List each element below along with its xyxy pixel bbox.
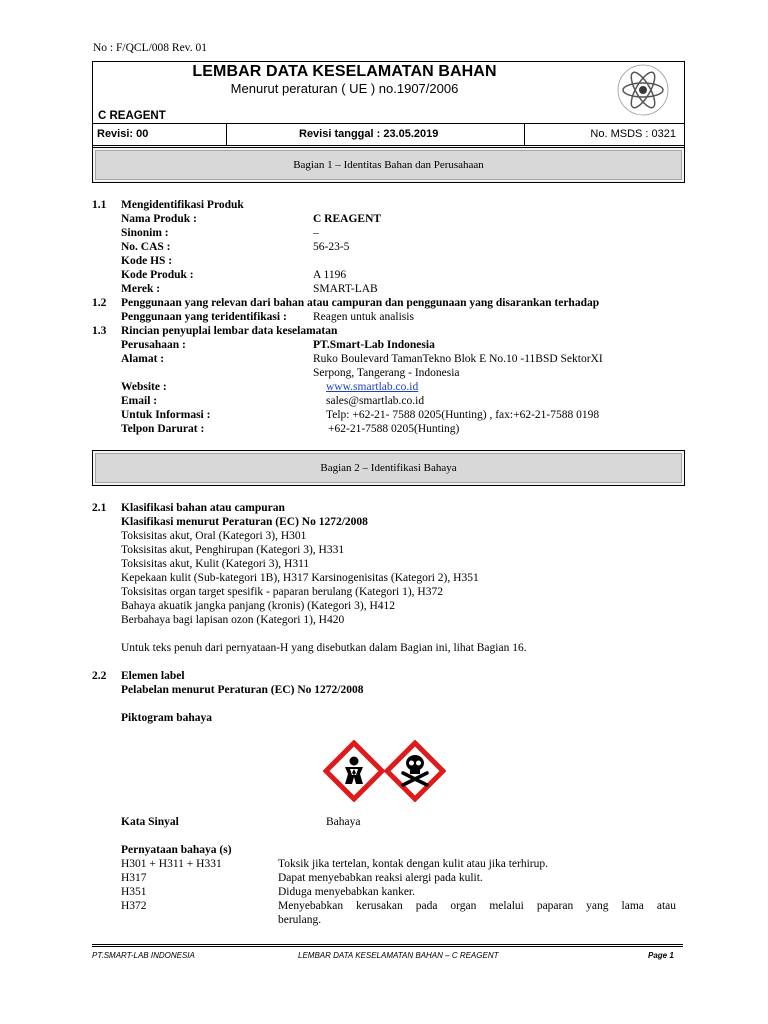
- website-link[interactable]: www.smartlab.co.id: [326, 381, 419, 393]
- classification-item: Toksisitas organ target spesifik - paparan berulang (Kategori 1), H372: [121, 586, 443, 598]
- field-label: Untuk Informasi :: [121, 409, 211, 421]
- section-2-bar: Bagian 2 – Identifikasi Bahaya: [92, 450, 685, 486]
- revision-date: Revisi tanggal : 23.05.2019: [227, 124, 525, 145]
- field-label: Perusahaan :: [121, 339, 186, 351]
- revision-row: [92, 123, 685, 146]
- footer-company: PT.SMART-LAB INDONESIA: [92, 951, 195, 960]
- field-value: A 1196: [313, 269, 347, 281]
- section-number: 1.3: [92, 325, 107, 337]
- classification-item: Toksisitas akut, Kulit (Kategori 3), H311: [121, 558, 310, 570]
- revision-number: Revisi: 00: [93, 124, 227, 145]
- footer-document-title: LEMBAR DATA KESELAMATAN BAHAN – C REAGENT: [298, 951, 499, 960]
- hazard-code: H317: [121, 872, 147, 884]
- field-value: –: [313, 227, 319, 239]
- subsection-heading: Penggunaan yang relevan dari bahan atau campuran dan penggunaan yang disarankan terhadap: [121, 297, 600, 309]
- field-label: No. CAS :: [121, 241, 171, 253]
- smart-lab-logo: [603, 64, 683, 121]
- health-hazard-pictogram-icon: [323, 740, 385, 802]
- msds-number: No. MSDS : 0321: [590, 128, 676, 140]
- signal-word: Bahaya: [326, 816, 361, 828]
- classification-item: Bahaya akuatik jangka panjang (kronis) (Kategori 3), H412: [121, 600, 395, 612]
- field-label: Sinonim :: [121, 227, 169, 239]
- section-number: 1.2: [92, 297, 107, 309]
- subsection-heading: Klasifikasi bahan atau campuran: [121, 502, 285, 514]
- hazard-code: H301 + H311 + H331: [121, 858, 222, 870]
- field-value: Ruko Boulevard TamanTekno Blok E No.10 -11BSD SektorXI: [313, 353, 603, 365]
- hazard-statement: Menyebabkan kerusakan pada organ melalui paparan yang lama atau: [278, 900, 676, 912]
- field-value: Telp: +62-21- 7588 0205(Hunting) , fax:+62-21-7588 0198: [326, 409, 600, 421]
- field-value: Serpong, Tangerang - Indonesia: [313, 367, 460, 379]
- field-value: 56-23-5: [313, 241, 350, 253]
- document-subtitle: Menurut peraturan ( UE ) no.1907/2006: [230, 81, 459, 96]
- field-label: Website :: [121, 381, 167, 393]
- field-label: Telpon Darurat :: [121, 423, 205, 435]
- classification-item: Berbahaya bagi lapisan ozon (Kategori 1), H420: [121, 614, 345, 626]
- field-value: C REAGENT: [313, 213, 382, 225]
- hazard-statement: Diduga menyebabkan kanker.: [278, 886, 415, 898]
- hazard-statement: Dapat menyebabkan reaksi alergi pada kulit.: [278, 872, 483, 884]
- field-label: Email :: [121, 395, 158, 407]
- document-header: [92, 61, 685, 154]
- subsection-heading: Pernyataan bahaya (s): [121, 844, 232, 856]
- pictogram-heading: Piktogram bahaya: [121, 712, 213, 724]
- section-number: 2.2: [92, 670, 107, 682]
- subsection-heading: Elemen label: [121, 670, 185, 682]
- field-value: SMART-LAB: [313, 283, 378, 295]
- field-label: Alamat :: [121, 353, 165, 365]
- field-value: sales@smartlab.co.id: [326, 395, 425, 407]
- field-label: Nama Produk :: [121, 213, 197, 225]
- footer-divider: [92, 944, 683, 947]
- field-label: Kode Produk :: [121, 269, 194, 281]
- section-number: 2.1: [92, 502, 107, 514]
- hazard-statement-continued: berulang.: [278, 914, 322, 926]
- field-label: Penggunaan yang teridentifikasi :: [121, 311, 287, 323]
- field-value: Reagen untuk analisis: [313, 311, 414, 323]
- field-label: Kata Sinyal: [121, 816, 179, 828]
- subsection-heading: Pelabelan menurut Peraturan (EC) No 1272/2008: [121, 684, 364, 696]
- field-label: Kode HS :: [121, 255, 173, 267]
- section-number: 1.1: [92, 199, 107, 211]
- hazard-code: H351: [121, 886, 147, 898]
- hazard-statement: Toksik jika tertelan, kontak dengan kulit atau jika terhirup.: [278, 858, 549, 870]
- field-label: Merek :: [121, 283, 161, 295]
- field-value: +62-21-7588 0205(Hunting): [328, 423, 460, 435]
- hazard-code: H372: [121, 900, 147, 912]
- classification-item: Kepekaan kulit (Sub-kategori 1B), H317 Karsinogenisitas (Kategori 2), H351: [121, 572, 479, 584]
- document-number: No : F/QCL/008 Rev. 01: [93, 42, 207, 54]
- product-name: C REAGENT: [98, 110, 166, 122]
- field-value: PT.Smart-Lab Indonesia: [313, 339, 435, 351]
- classification-item: Toksisitas akut, Penghirupan (Kategori 3), H331: [121, 544, 345, 556]
- classification-item: Toksisitas akut, Oral (Kategori 3), H301: [121, 530, 307, 542]
- document-title: LEMBAR DATA KESELAMATAN BAHAN: [192, 63, 497, 80]
- section-1-bar: Bagian 1 – Identitas Bahan dan Perusahaan: [92, 147, 685, 183]
- subsection-heading: Rincian penyuplai lembar data keselamatan: [121, 325, 338, 337]
- skull-crossbones-pictogram-icon: [384, 740, 446, 802]
- note-text: Untuk teks penuh dari pernyataan-H yang disebutkan dalam Bagian ini, lihat Bagian 16.: [121, 642, 527, 654]
- subsection-heading: Mengidentifikasi Produk: [121, 199, 244, 211]
- footer-page-number: Page 1: [648, 951, 674, 960]
- subsection-heading: Klasifikasi menurut Peraturan (EC) No 1272/2008: [121, 516, 368, 528]
